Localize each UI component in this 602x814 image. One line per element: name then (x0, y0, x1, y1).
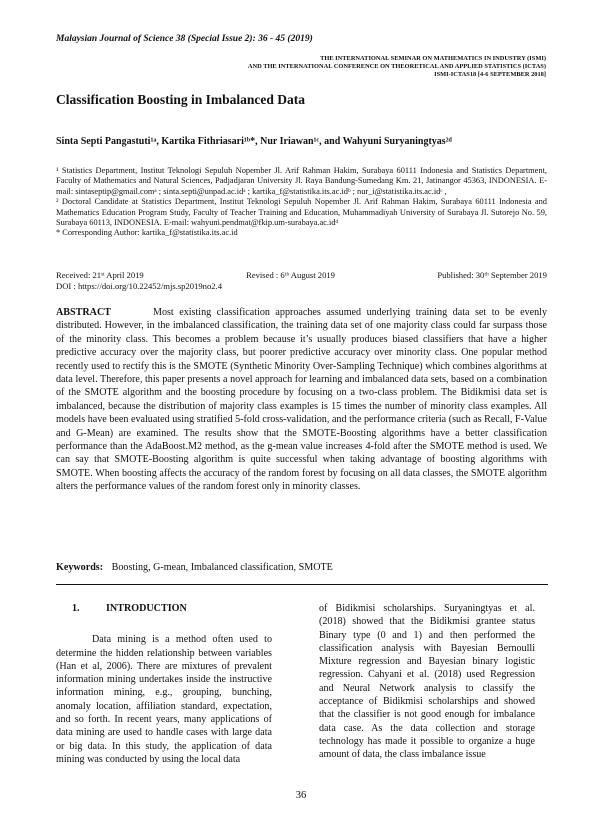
left-column (56, 602, 272, 766)
affiliations (56, 166, 547, 239)
corresponding-author: * Corresponding Author: kartika_f@statistika.its.ac.id (56, 228, 238, 238)
affiliation-1: ¹ Statistics Department, Institut Teknologi Sepuluh Nopember Jl. Arif Rahman Hakim, Surabaya 60111 Indonesia and Statistics Department, Faculty of Mathematics and Natural Sciences, Padjadjaran University Jl. Raya Bandung-Sumedang Km. 21, Jatinangor 45363, INDONESIA. E-mail: sintaseptip@gmail.comᵃ ; sinta.septi@unpad.ac.idᵃ ; kartika_f@statistika.its.ac.idᵇ ; nur_i@statistika.its.ac.idᶜ , (56, 166, 547, 196)
journal-citation: Malaysian Journal of Science 38 (Special Issue 2): 36 - 45 (2019) (56, 34, 313, 44)
published-date: Published: 30ᵗʰ September 2019 (437, 270, 547, 280)
section-title: INTRODUCTION (106, 603, 187, 614)
seminar-line-3: ISMI-ICTAS18 [4-6 SEPTEMBER 2018] (434, 71, 546, 79)
seminar-line-2: AND THE INTERNATIONAL CONFERENCE ON THEORETICAL AND APPLIED STATISTICS (ICTAS) (247, 63, 546, 71)
page-number: 36 (295, 790, 307, 801)
section-divider (56, 584, 548, 585)
author-list: Sinta Septi Pangastuti¹ᵃ, Kartika Fithriasari¹ᵇ*, Nur Iriawan¹ᶜ, and Wahyuni Suryaningtyas²ᵈ (56, 136, 452, 147)
keywords-label: Keywords: (56, 562, 104, 573)
abstract-heading: ABSTRACT (56, 307, 111, 318)
seminar-header (248, 55, 546, 80)
received-date: Received: 21ˢᵗ April 2019 (56, 270, 144, 280)
keywords (56, 562, 333, 573)
article-dates (56, 270, 547, 292)
section-number: 1. (72, 603, 80, 614)
paper-title: Classification Boosting in Imbalanced Data (56, 92, 306, 107)
revised-date: Revised : 6ᵗʰ August 2019 (246, 270, 335, 280)
doi-link[interactable]: DOI : https://doi.org/10.22452/mjs.sp2019no2.4 (56, 281, 222, 291)
intro-paragraph-left: Data mining is a method often used to determine the hidden relationship between variables (Han et al, 2006). There are mixtures of prevalent information mining undertakes inside the instructive information mining, e.g., grouping, bunching, anomaly location, affiliation standard, expectation, and so forth. In recent years, many applications of data mining are used to handle cases with large data or big data. In this study, the application of data mining was conducted by using the local data (56, 634, 272, 765)
seminar-line-1: THE INTERNATIONAL SEMINAR ON MATHEMATICS IN INDUSTRY (ISMI) (320, 55, 546, 62)
affiliation-2: ² Doctoral Candidate at Statistics Department, Institut Teknologi Sepuluh Nopember Jl. Arif Rahman Hakim, Surabaya 60111 Indonesia and Mathematics Education Program Study, Faculty of Teacher Training and Education, Muhammadiyah University of Surabaya Jl. Sutorejo No. 59, Surabaya 60113, INDONESIA. E-mail: wahyuni.pendmat@fkip.um-surabaya.ac.idᵈ (56, 197, 547, 228)
right-column (319, 602, 535, 762)
abstract-text: Most existing classification approaches assumed underlying training data set to be evenly distributed. However, in the imbalanced classification, the training data set of one majority class could far surpass those of the minority class. This becomes a problem because it’s usually produces biased classifiers that have a higher predictive accuracy over the majority class, but poorer predictive accuracy over minority class. One popular method recently used to rectify this is the SMOTE (Synthetic Minority Over-Sampling Technique) which combines algorithms at data level. Therefore, this paper presents a novel approach for learning and imbalanced data sets, based on a combination of the SMOTE algorithm and the boosting procedure by focusing on a two-class problem. The Bidikmisi data set is imbalanced, because the distribution of majority class examples is 15 times the number of minority class examples. All models have been evaluated using stratified 5-fold cross-validation, and the performance criteria (such as Recall, F-Value and G-Mean) are examined. The results show that the SMOTE-Boosting algorithms have a better classification performance than the AdaBoost.M2 method, as the g-mean value increases 4-fold after the SMOTE method is used. We can say that SMOTE-Boosting algorithm is quite successful when taking advantage of boosting algorithms with SMOTE. When boosting affects the accuracy of the random forest by focusing on all data classes, the SMOTE algorithm alters the performance values of the random forest only in minority classes. (56, 307, 547, 493)
section-heading (56, 602, 272, 615)
abstract (56, 306, 547, 494)
keywords-text: Boosting, G-mean, Imbalanced classification, SMOTE (111, 562, 333, 573)
intro-paragraph-right: of Bidikmisi scholarships. Suryaningtyas et al. (2018) showed that the Bidikmisi grantee status Binary type (0 and 1) and then performed the classification analysis with Bayesian Bernoulli Mixture regression and Bayesian binary logistic regression. Cahyani et al. (2018) used Regression and Neural Network analysis to classify the acceptance of Bidikmisi scholarships and showed that the classifier is not good enough for imbalance data case. As the data collection and storage technology has made it possible to organize a huge amount of data, the class imbalance issue (319, 603, 535, 761)
